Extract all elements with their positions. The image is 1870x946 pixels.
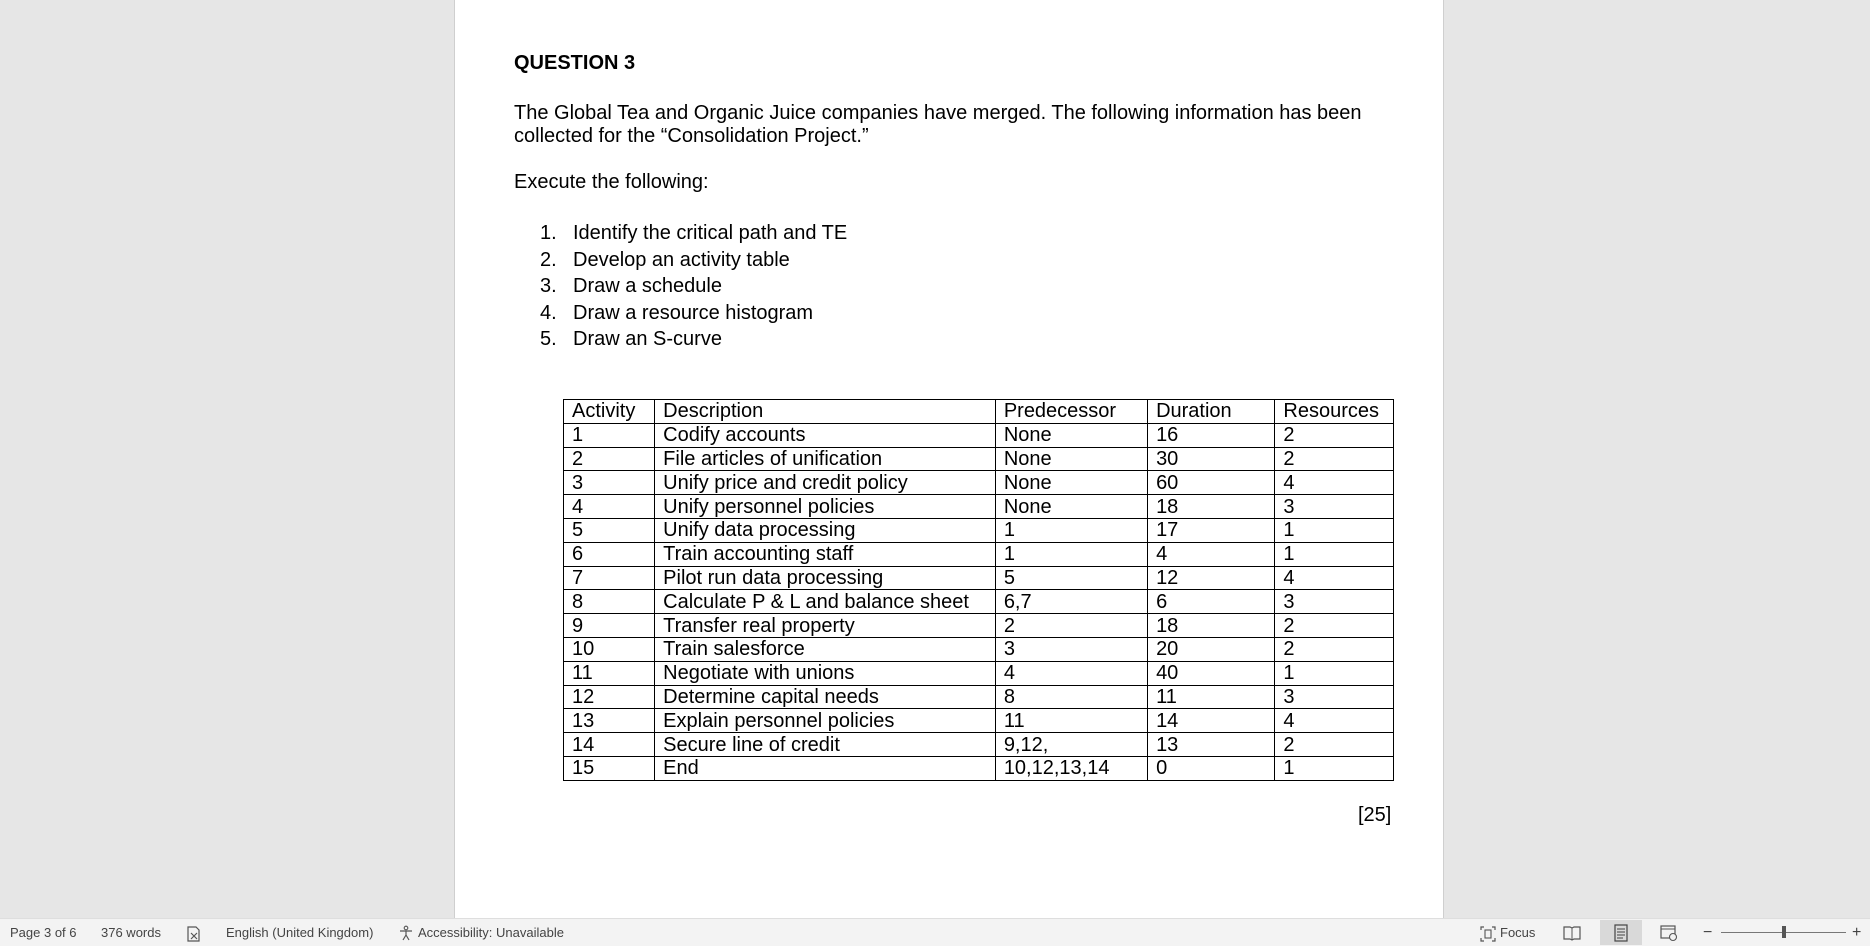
cell-description: Determine capital needs <box>655 685 996 709</box>
table-row <box>564 637 1394 661</box>
cell-resources: 3 <box>1275 685 1394 709</box>
cell-resources: 3 <box>1275 495 1394 519</box>
cell-resources: 1 <box>1275 542 1394 566</box>
cell-predecessor: 1 <box>995 518 1147 542</box>
cell-activity: 11 <box>564 661 655 685</box>
cell-resources: 1 <box>1275 518 1394 542</box>
cell-duration: 60 <box>1148 471 1275 495</box>
cell-duration: 0 <box>1148 756 1275 780</box>
header-description: Description <box>655 400 996 424</box>
cell-predecessor: None <box>995 471 1147 495</box>
cell-predecessor: 8 <box>995 685 1147 709</box>
list-item <box>540 220 847 247</box>
cell-duration: 30 <box>1148 447 1275 471</box>
cell-resources: 2 <box>1275 423 1394 447</box>
cell-activity: 12 <box>564 685 655 709</box>
list-text: Draw a resource histogram <box>573 301 814 324</box>
list-text: Draw an S-curve <box>573 328 722 350</box>
cell-description: Explain personnel policies <box>655 709 996 733</box>
intro-paragraph: The Global Tea and Organic Juice companies have merged. The following information has been collected for the “Consolidation Project.” <box>514 102 1362 147</box>
web-layout-icon <box>1660 924 1678 942</box>
cell-description: Train accounting staff <box>655 542 996 566</box>
cell-resources: 4 <box>1275 566 1394 590</box>
list-item <box>540 326 847 353</box>
list-number: 1. <box>540 222 557 244</box>
cell-activity: 5 <box>564 518 655 542</box>
activity-table <box>563 399 1394 781</box>
cell-resources: 2 <box>1275 733 1394 757</box>
print-layout-button[interactable] <box>1600 920 1642 945</box>
cell-description: Pilot run data processing <box>655 566 996 590</box>
table-row <box>564 590 1394 614</box>
cell-predecessor: 9,12, <box>995 733 1147 757</box>
cell-duration: 18 <box>1148 495 1275 519</box>
table-row <box>564 709 1394 733</box>
cell-resources: 2 <box>1275 637 1394 661</box>
cell-description: File articles of unification <box>655 447 996 471</box>
cell-duration: 6 <box>1148 590 1275 614</box>
cell-duration: 18 <box>1148 614 1275 638</box>
header-duration: Duration <box>1148 400 1275 424</box>
cell-predecessor: 6,7 <box>995 590 1147 614</box>
table-row <box>564 566 1394 590</box>
cell-description: Unify price and credit policy <box>655 471 996 495</box>
cell-resources: 2 <box>1275 447 1394 471</box>
cell-description: Negotiate with unions <box>655 661 996 685</box>
cell-activity: 8 <box>564 590 655 614</box>
accessibility-status[interactable]: Accessibility: Unavailable <box>418 925 564 940</box>
table-row <box>564 733 1394 757</box>
execute-label: Execute the following: <box>514 171 709 193</box>
cell-duration: 16 <box>1148 423 1275 447</box>
task-list <box>540 220 847 353</box>
cell-resources: 4 <box>1275 471 1394 495</box>
cell-predecessor: 2 <box>995 614 1147 638</box>
header-resources: Resources <box>1275 400 1394 424</box>
cell-activity: 9 <box>564 614 655 638</box>
list-text: Develop an activity table <box>573 248 790 271</box>
print-layout-icon <box>1613 924 1629 942</box>
list-number: 2. <box>540 248 557 271</box>
cell-predecessor: None <box>995 495 1147 519</box>
focus-button[interactable]: Focus <box>1500 925 1536 940</box>
cell-activity: 6 <box>564 542 655 566</box>
list-text: Identify the critical path and TE <box>573 222 848 244</box>
cell-duration: 17 <box>1148 518 1275 542</box>
accessibility-icon[interactable] <box>398 919 415 946</box>
cell-activity: 10 <box>564 637 655 661</box>
list-item <box>540 300 847 327</box>
cell-resources: 2 <box>1275 614 1394 638</box>
cell-predecessor: 3 <box>995 637 1147 661</box>
header-predecessor: Predecessor <box>995 400 1147 424</box>
cell-resources: 1 <box>1275 756 1394 780</box>
cell-activity: 2 <box>564 447 655 471</box>
cell-predecessor: 11 <box>995 709 1147 733</box>
list-number: 4. <box>540 301 557 324</box>
cell-description: End <box>655 756 996 780</box>
cell-activity: 15 <box>564 756 655 780</box>
cell-duration: 40 <box>1148 661 1275 685</box>
cell-duration: 14 <box>1148 709 1275 733</box>
cell-duration: 20 <box>1148 637 1275 661</box>
list-number: 5. <box>540 328 557 350</box>
cell-description: Secure line of credit <box>655 733 996 757</box>
web-layout-button[interactable] <box>1648 920 1690 945</box>
cell-activity: 1 <box>564 423 655 447</box>
cell-predecessor: 10,12,13,14 <box>995 756 1147 780</box>
cell-predecessor: 5 <box>995 566 1147 590</box>
cell-predecessor: None <box>995 447 1147 471</box>
page-indicator[interactable]: Page 3 of 6 <box>10 925 77 940</box>
read-mode-icon <box>1563 925 1581 941</box>
focus-icon[interactable] <box>1479 919 1497 946</box>
cell-description: Train salesforce <box>655 637 996 661</box>
language-indicator[interactable]: English (United Kingdom) <box>226 925 374 940</box>
table-row <box>564 518 1394 542</box>
status-bar <box>0 918 1870 946</box>
cell-activity: 13 <box>564 709 655 733</box>
cell-duration: 12 <box>1148 566 1275 590</box>
question-title: QUESTION 3 <box>514 52 636 74</box>
cell-description: Calculate P & L and balance sheet <box>655 590 996 614</box>
cell-activity: 4 <box>564 495 655 519</box>
cell-resources: 1 <box>1275 661 1394 685</box>
cell-description: Unify personnel policies <box>655 495 996 519</box>
table-row <box>564 685 1394 709</box>
zoom-in-button[interactable]: + <box>1852 924 1862 941</box>
list-item <box>540 273 847 300</box>
cell-predecessor: 4 <box>995 661 1147 685</box>
proofing-icon[interactable] <box>185 919 203 946</box>
cell-activity: 3 <box>564 471 655 495</box>
table-row <box>564 542 1394 566</box>
cell-activity: 14 <box>564 733 655 757</box>
list-text: Draw a schedule <box>573 275 722 297</box>
cell-description: Unify data processing <box>655 518 996 542</box>
word-count[interactable]: 376 words <box>101 925 161 940</box>
list-item <box>540 247 847 274</box>
cell-description: Transfer real property <box>655 614 996 638</box>
table-row <box>564 495 1394 519</box>
cell-predecessor: None <box>995 423 1147 447</box>
header-activity: Activity <box>564 400 655 424</box>
marks-label: [25] <box>1358 804 1392 826</box>
table-row <box>564 661 1394 685</box>
cell-activity: 7 <box>564 566 655 590</box>
cell-duration: 11 <box>1148 685 1275 709</box>
cell-duration: 13 <box>1148 733 1275 757</box>
cell-resources: 4 <box>1275 709 1394 733</box>
read-mode-button[interactable] <box>1551 920 1593 945</box>
list-number: 3. <box>540 275 557 297</box>
cell-description: Codify accounts <box>655 423 996 447</box>
cell-predecessor: 1 <box>995 542 1147 566</box>
document-page[interactable] <box>454 0 1444 918</box>
zoom-slider-thumb[interactable] <box>1782 926 1786 938</box>
table-row <box>564 756 1394 780</box>
cell-resources: 3 <box>1275 590 1394 614</box>
table-row <box>564 447 1394 471</box>
cell-duration: 4 <box>1148 542 1275 566</box>
table-row <box>564 423 1394 447</box>
table-row <box>564 614 1394 638</box>
table-row <box>564 471 1394 495</box>
zoom-out-button[interactable]: − <box>1703 924 1713 941</box>
table-header-row <box>564 400 1394 424</box>
